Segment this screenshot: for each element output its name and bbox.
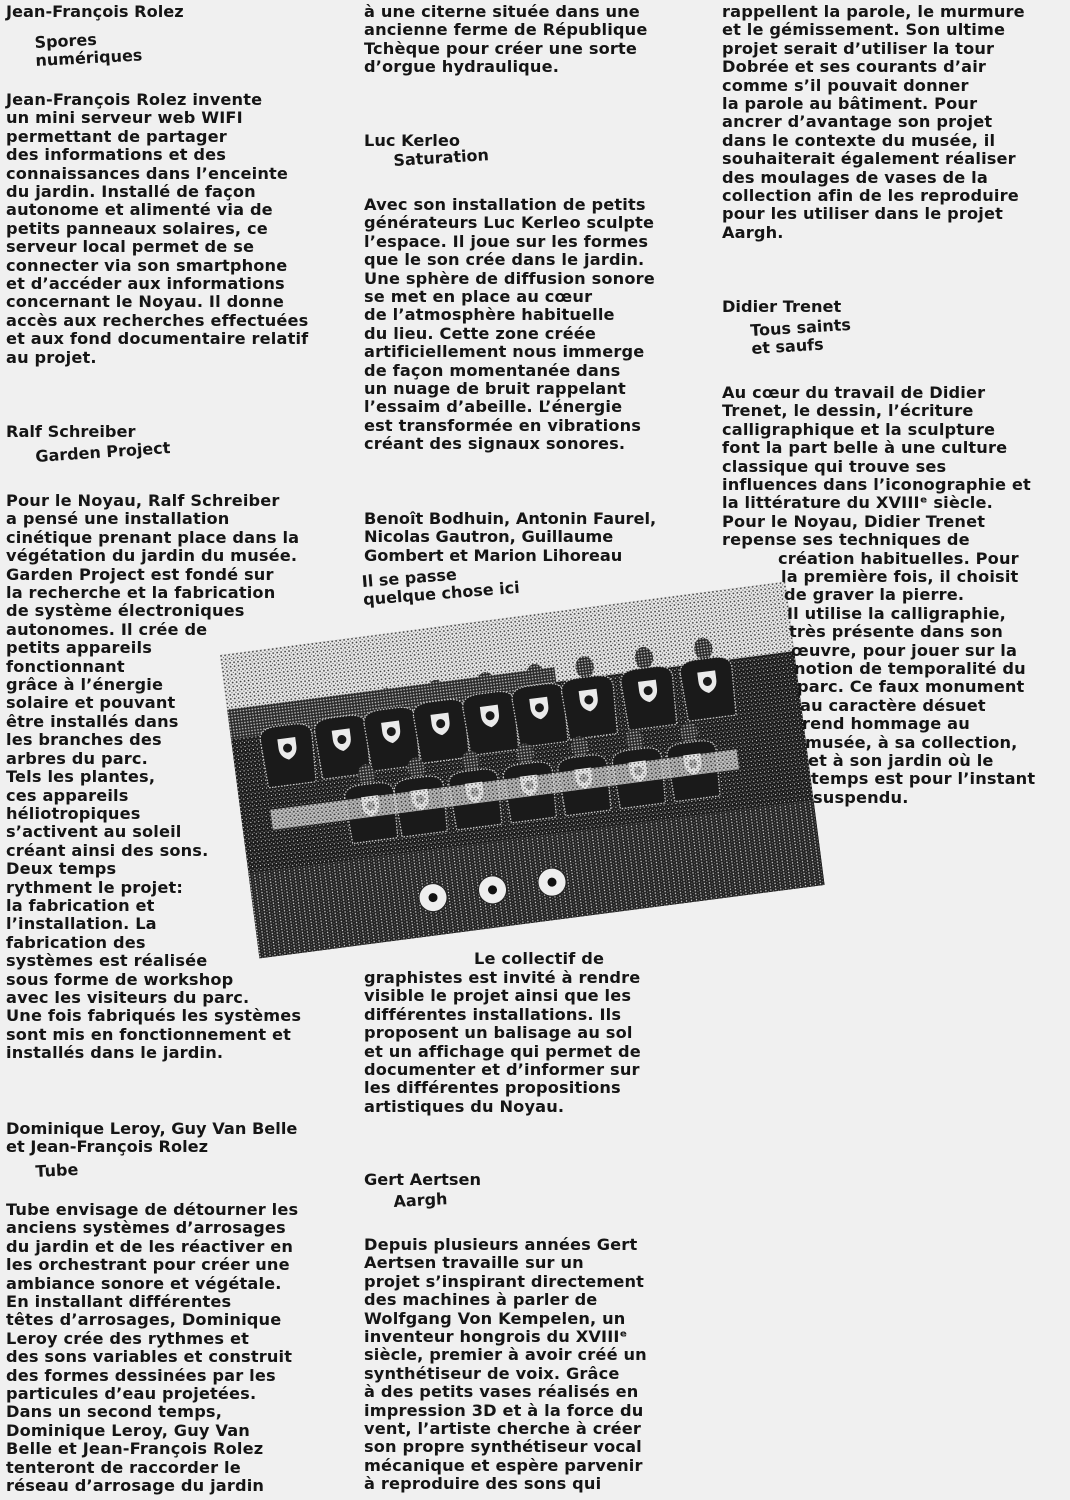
artist-name: Luc Kerleo [364, 131, 460, 150]
shaped-line: musée, à sa collection, [805, 732, 1018, 752]
project-description: graphistes est invité à rendre visible le projet ainsi que les différentes installations. Ils proposent un balisage au sol et un affichage qui permet de documenter et d’informer sur les différentes propositions artistiques du Noyau. [364, 968, 641, 1116]
shaped-line: œuvre, pour jouer sur la [791, 640, 1018, 660]
project-description: Avec son installation de petits générateurs Luc Kerleo sculpte l’espace. Il joue sur les formes que le son crée dans le jardin. Une sphère de diffusion sonore se met en place au cœur de l’atmosphère habituelle du lieu. Cette zone créée artificiellement nous immerge de façon momentanée dans un nuage de bruit rappelant l’essaim d’abeille. L’énergie est transformée en vibrations créant des signaux sonores. [364, 195, 655, 454]
project-description: Tube envisage de détourner les anciens systèmes d’arrosages du jardin et de les réactiver en les orchestrant pour créer une ambiance sonore et végétale. En installant différentes têtes d’arrosages, Dominique Leroy crée des rythmes et des sons variables et construit des formes dessinées par les particules d’eau projetées. Dans un second temps, Dominique Leroy, Guy Van Belle et Jean-François Rolez tenteront de raccorder le réseau d’arrosage du jardin [6, 1200, 299, 1496]
shaped-line: Il utilise la calligraphie, [787, 603, 1006, 623]
shaped-line: création habituelles. Pour [778, 548, 1019, 568]
artist-name: Jean-François Rolez [6, 2, 184, 21]
shaped-line: notion de temporalité du [794, 659, 1026, 679]
shaped-text-block [722, 550, 1067, 808]
shaped-line: très présente dans son [789, 622, 1003, 642]
artist-name: Ralf Schreiber [6, 422, 136, 441]
shaped-line: de graver la pierre. [784, 585, 965, 605]
shaped-line: temps est pour l’instant [811, 769, 1036, 789]
shaped-line: et à son jardin où le [808, 751, 994, 771]
project-description-continued: rappellent la parole, le murmure et le gémissement. Son ultime projet serait d’utiliser la tour Dobrée et ses courants d’air comme s’il pouvait donner la parole au bâtiment. Pour ancrer d’avantage son projet dans le contexte du musée, il souhaiterait également réaliser des moulages de vases de la collection afin de les reproduire pour les utiliser dans le projet Aargh. [722, 2, 1025, 242]
artist-name: Dominique Leroy, Guy Van Belle et Jean-François Rolez [6, 1119, 298, 1157]
work-title: Tous saints et saufs [749, 314, 852, 358]
project-description-first-line: Le collectif de [474, 949, 605, 968]
shaped-line: parc. Ce faux monument [797, 677, 1025, 697]
work-title: Il se passe quelque chose ici [361, 564, 521, 609]
shaped-line: suspendu. [813, 787, 909, 807]
shaped-line: la première fois, il choisit [781, 567, 1019, 586]
work-title: Saturation [392, 145, 490, 170]
work-title: Garden Project [34, 438, 171, 466]
shaped-line: au caractère désuet [800, 695, 986, 715]
artist-name: Gert Aertsen [364, 1170, 481, 1189]
artist-name: Benoît Bodhuin, Antonin Faurel, Nicolas Gautron, Guillaume Gombert et Marion Lihoreau [364, 509, 657, 565]
project-description: Au cœur du travail de Didier Trenet, le dessin, l’écriture calligraphique et la sculpture font la part belle à une culture classique qui trouve ses influences dans l’iconographie et la littérature du XVIIIᵉ siècle. Pour le Noyau, Didier Trenet repense ses techniques de [722, 383, 1031, 550]
project-description: Depuis plusieurs années Gert Aertsen travaille sur un projet s’inspirant directement des machines à parler de Wolfgang Von Kempelen, un inventeur hongrois du XVIIIᵉ siècle, premier à avoir créé un synthétiseur de voix. Grâce à des petits vases réalisés en impression 3D et à la force du vent, l’artiste cherche à créer son propre synthétiseur vocal mécanique et espère parvenir à reproduire des sons qui [364, 1235, 647, 1494]
work-title: Spores numériques [34, 29, 143, 70]
project-description: Jean-François Rolez invente un mini serveur web WIFI permettant de partager des informations et des connaissances dans l’enceinte du jardin. Installé de façon autonome et alimenté via de petits panneaux solaires, ce serveur local permet de se connecter via son smartphone et d’accéder aux informations concernant le Noyau. Il donne accès aux recherches effectuées et aux fond documentaire relatif au projet. [6, 90, 309, 367]
work-title: Aargh [393, 1189, 448, 1211]
project-description-continued: à une citerne située dans une ancienne ferme de République Tchèque pour créer une sorte d’orgue hydraulique. [364, 2, 648, 77]
work-title: Tube [35, 1159, 79, 1181]
artist-name: Didier Trenet [722, 297, 842, 316]
project-description: Pour le Noyau, Ralf Schreiber a pensé une installation cinétique prenant place dans la végétation du jardin du musée. Garden Project est fondé sur la recherche et la fabrication de système électroniques autonomes. Il crée de petits appareils fonctionnant grâce à l’énergie solaire et pouvant être installés dans les branches des arbres du parc. Tels les plantes, ces appareils héliotropiques s’activent au soleil créant ainsi des sons. Deux temps rythment le projet: la fabrication et l’installation. La fabrication des systèmes est réalisée sous forme de workshop avec les visiteurs du parc. Une fois fabriqués les systèmes sont mis en fonctionnement et installés dans le jardin. [6, 491, 302, 1063]
shaped-line: rend hommage au [802, 714, 970, 734]
